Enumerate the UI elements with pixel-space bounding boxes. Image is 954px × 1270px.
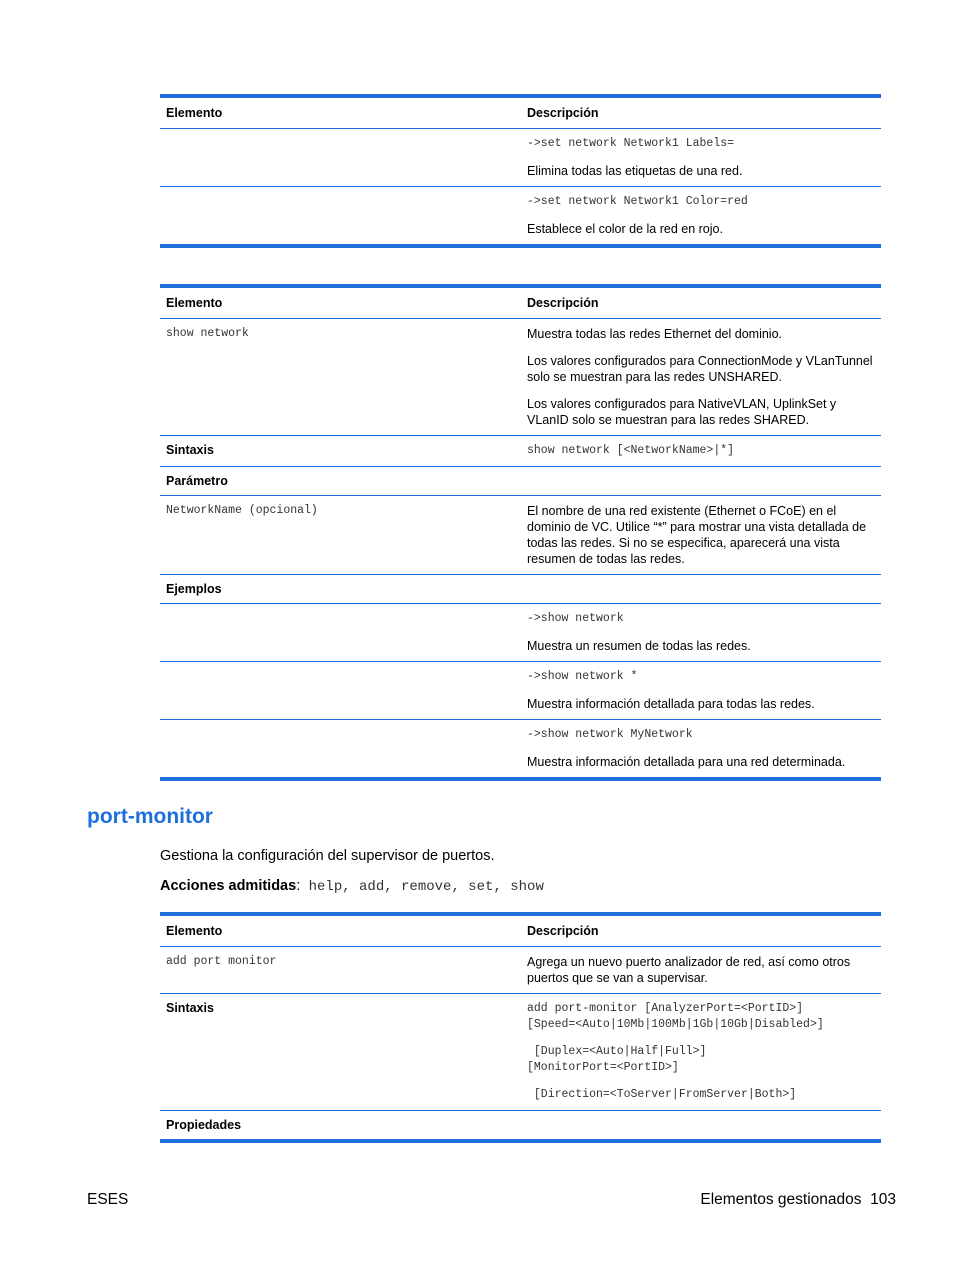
col-header-element: Elemento [166, 924, 223, 938]
parameter-name: NetworkName (opcional) [166, 504, 318, 517]
table-row [160, 496, 881, 575]
table-row [160, 467, 881, 496]
properties-label: Propiedades [166, 1118, 242, 1132]
table-show-network [160, 284, 881, 781]
example-description: Establece el color de la red en rojo. [527, 222, 723, 236]
table-header [160, 98, 881, 129]
example-command: ->show network * [527, 670, 638, 683]
actions-colon: : [296, 878, 301, 894]
table-row [160, 187, 881, 244]
footer-right [700, 1191, 896, 1209]
supported-actions [160, 878, 544, 895]
table-header [160, 916, 881, 947]
item-description: Agrega un nuevo puerto analizador de red, así como otros puertos que se van a supervisar. [527, 955, 851, 985]
table-row [160, 436, 881, 467]
section-intro: Gestiona la configuración del supervisor de puertos. [160, 848, 495, 864]
syntax-value: show network [<NetworkName>|*] [527, 444, 735, 457]
col-header-description: Descripción [527, 296, 599, 310]
col-header-description: Descripción [527, 924, 599, 938]
example-description: Muestra un resumen de todas las redes. [527, 639, 751, 653]
syntax-line: [Direction=<ToServer|FromServer|Both>] [527, 1088, 797, 1101]
table-row [160, 129, 881, 187]
actions-label: Acciones admitidas [160, 878, 297, 894]
example-command: ->set network Network1 Labels= [527, 137, 735, 150]
col-header-description: Descripción [527, 106, 599, 120]
syntax-line: add port-monitor [AnalyzerPort=<PortID>] [Speed=<Auto|10Mb|100Mb|1Gb|10Gb|Disabled>] [527, 1002, 824, 1031]
item-description: Los valores configurados para ConnectionMode y VLanTunnel solo se muestran para las redes UNSHARED. [527, 354, 873, 384]
syntax-label: Sintaxis [166, 443, 214, 457]
table-row [160, 947, 881, 994]
table-row [160, 1111, 881, 1139]
item-command: add port monitor [166, 955, 277, 968]
example-description: Elimina todas las etiquetas de una red. [527, 164, 743, 178]
example-description: Muestra información detallada para todas las redes. [527, 697, 815, 711]
table-row [160, 994, 881, 1111]
example-command: ->set network Network1 Color=red [527, 195, 748, 208]
col-header-element: Elemento [166, 106, 223, 120]
parameter-label: Parámetro [166, 474, 228, 488]
item-description: Los valores configurados para NativeVLAN, UplinkSet y VLanID solo se muestran para las redes SHARED. [527, 397, 837, 427]
table-row [160, 575, 881, 604]
col-header-element: Elemento [166, 296, 223, 310]
syntax-line: [Duplex=<Auto|Half|Full>] [MonitorPort=<PortID>] [527, 1045, 707, 1074]
item-description: Muestra todas las redes Ethernet del dominio. [527, 327, 782, 341]
example-description: Muestra información detallada para una red determinada. [527, 755, 846, 769]
table-row [160, 604, 881, 662]
table-row [160, 319, 881, 436]
table-row [160, 662, 881, 720]
table-port-monitor [160, 912, 881, 1143]
examples-label: Ejemplos [166, 582, 222, 596]
example-command: ->show network [527, 612, 624, 625]
footer-left: ESES [87, 1191, 129, 1208]
parameter-description: El nombre de una red existente (Ethernet o FCoE) en el dominio de VC. Utilice “*” para mostrar una vista detallada de todas las redes. Si no se especifica, aparecerá una vista resumen de todas las redes. [527, 504, 867, 566]
page-number: 103 [870, 1191, 896, 1208]
example-command: ->show network MyNetwork [527, 728, 693, 741]
syntax-label: Sintaxis [166, 1001, 214, 1015]
table-header [160, 288, 881, 319]
footer-title: Elementos gestionados [700, 1191, 862, 1208]
actions-list: help, add, remove, set, show [300, 879, 544, 895]
table-set-network [160, 94, 881, 248]
item-command: show network [166, 327, 249, 340]
table-row [160, 720, 881, 777]
section-title: port-monitor [87, 805, 213, 828]
